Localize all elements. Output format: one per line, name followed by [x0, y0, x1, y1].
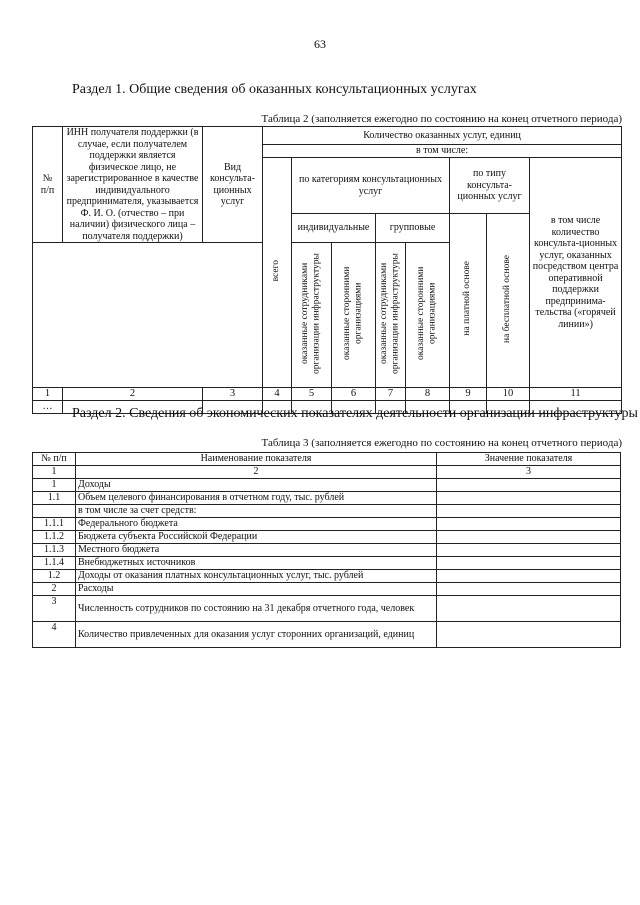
table-3-caption: Таблица 3 (заполняется ежегодно по состоянию на конец отчетного периода): [261, 437, 622, 449]
header-indicator-value: Значение показателя: [437, 453, 621, 466]
col-indiv-third-party-header: оказанные сторонними организациями: [332, 243, 376, 388]
page-number: 63: [314, 37, 326, 51]
table-3: № п/п Наименование показателя Значение показателя 1 2 3 1 Доходы 1.1 Объем целевого финансирования в отчетном году, тыс. рублей в том числе за счет средств: 1.1.1 Федерального бюджета 1.1.2 Бюджета субъекта Российской Федерации 1.1.3 Местного бюджета 1.1.4 Внебюджетных источников 1.2 Доходы от оказания платных консультационных услуг, тыс. рублей 2 Расходы 3 Численность сотрудников по состоянию на 31 декабря отчетного года, человек 4 Количество привлеченных для оказания услуг сторонних организаций, единиц: [32, 452, 621, 648]
header-number: № п/п: [33, 453, 76, 466]
table-2-caption: Таблица 2 (заполняется ежегодно по состоянию на конец отчетного периода): [261, 113, 622, 125]
col-paid-header: на платной основе: [450, 214, 487, 388]
col-indiv-staff-header: оказанные сотрудниками организации инфраструктуры: [292, 243, 332, 388]
header-indicator-name: Наименование показателя: [76, 453, 437, 466]
col-individual-header: индивидуальные: [292, 214, 376, 243]
table-row: …: [33, 401, 622, 414]
section-2-title: Раздел 2. Сведения об экономических показателях деятельности организации инфраструктуры: [72, 406, 638, 421]
table-row: 1.1.4 Внебюджетных источников: [33, 557, 621, 570]
col-group-staff-header: оказанные сотрудниками организации инфраструктуры: [376, 243, 406, 388]
table-row: 1.1.1 Федерального бюджета: [33, 518, 621, 531]
col-quantity-header: Количество оказанных услуг, единиц: [263, 127, 622, 145]
col-group-third-party-header: оказанные сторонними организациями: [406, 243, 450, 388]
table-row: 1.2 Доходы от оказания платных консультационных услуг, тыс. рублей: [33, 570, 621, 583]
col-free-header: на бесплатной основе: [487, 214, 530, 388]
col-by-type-header: по типу консульта-ционных услуг: [450, 158, 530, 214]
col-number-header: № п/п: [33, 127, 63, 243]
table-row: 2 Расходы: [33, 583, 621, 596]
table-2: [32, 126, 622, 414]
table-row: 1.1.3 Местного бюджета: [33, 544, 621, 557]
col-total-header: всего: [263, 158, 292, 388]
table-row: в том числе за счет средств:: [33, 505, 621, 518]
table-row: 1.1 Объем целевого финансирования в отчетном году, тыс. рублей: [33, 492, 621, 505]
table-row: 1 Доходы: [33, 479, 621, 492]
table-row: 1.1.2 Бюджета субъекта Российской Федерации: [33, 531, 621, 544]
table-row: 4 Количество привлеченных для оказания услуг сторонних организаций, единиц: [33, 622, 621, 648]
col-service-type-header: Вид консульта-ционных услуг: [203, 127, 263, 243]
col-group-header: групповые: [376, 214, 450, 243]
table-row: 3 Численность сотрудников по состоянию на 31 декабря отчетного года, человек: [33, 596, 621, 622]
col-including-header: в том числе:: [263, 145, 622, 158]
col-inn-header: ИНН получателя поддержки (в случае, если получателем поддержки является физическое лицо, не зарегистрированное в качестве индивидуального предпринимателя, указывается Ф. И. О. (отчество – при наличии) физического лица – получателя поддержки): [63, 127, 203, 243]
col-by-category-header: по категориям консультационных услуг: [292, 158, 450, 214]
section-1-title: Раздел 1. Общие сведения об оказанных консультационных услугах: [72, 82, 477, 97]
col-hotline-header: в том числе количество консульта-ционных услуг, оказанных посредством центра оперативной поддержки предпринима-тельства («горячей линии»): [530, 158, 622, 388]
table-row: 1 2 3 4 5 6 7 8 9 10 11: [33, 388, 622, 401]
